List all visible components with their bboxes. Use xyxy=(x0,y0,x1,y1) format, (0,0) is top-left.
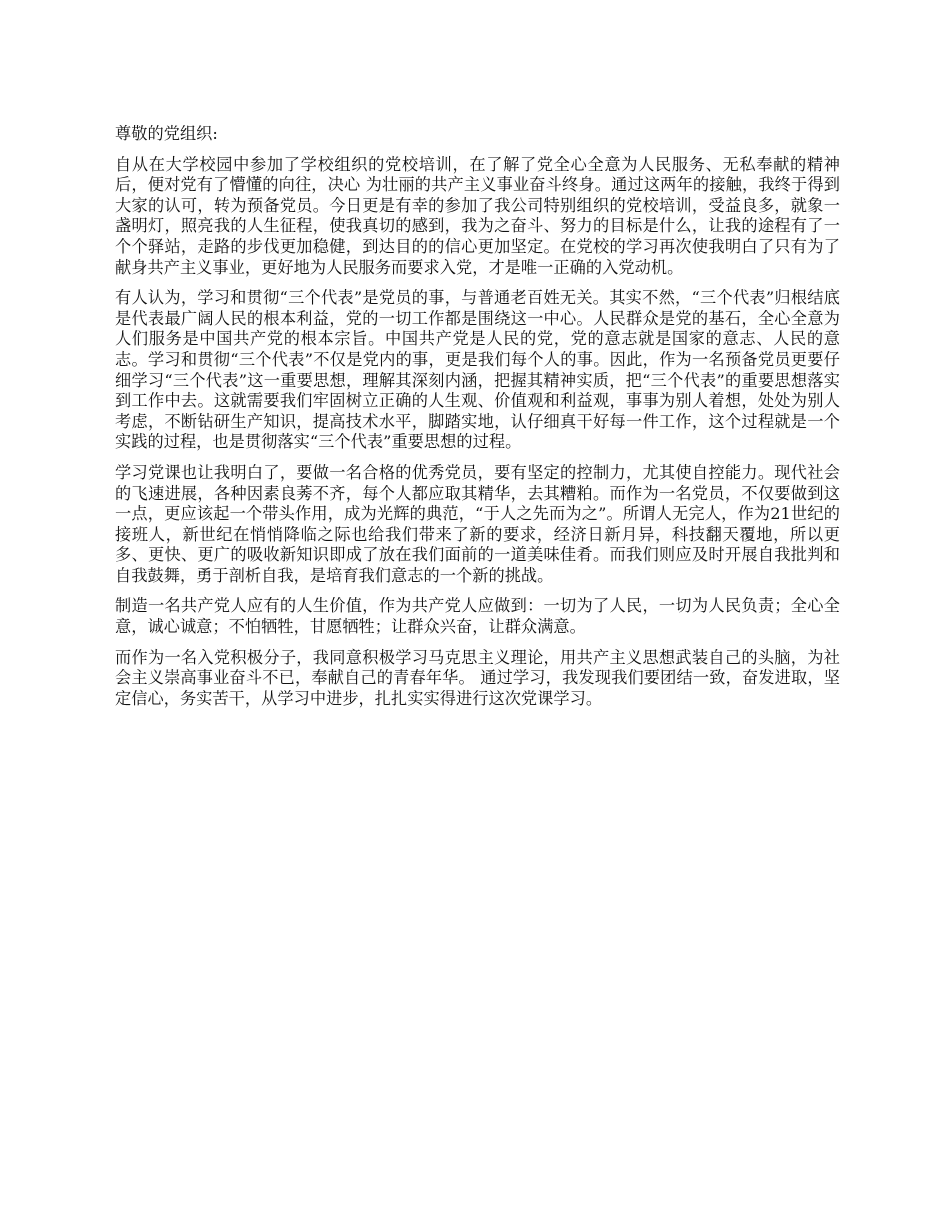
salutation: 尊敬的党组织: xyxy=(115,124,218,143)
paragraph-1: 自从在大学校园中参加了学校组织的党校培训，在了解了党全心全意为人民服务、无私奉献的精神后，便对党有了懵懂的向往，决心 为壮丽的共产主义事业奋斗终身。通过这两年的接触，我终于得到大家的认可，转为预备党员。今日更是有幸的参加了我公司特别组织的党校培训，受益良多，就象一盏明灯，照亮我的人生征程，使我真切的感到，我为之奋斗、努力的目标是什么，让我的途程有了一个个驿站，走路的步伐更加稳健，到达目的的信心更加坚定。在党校的学习再次使我明白了只有为了献身共产主义事业，更好地为人民服务而要求入党，才是唯一正确的入党动机。 xyxy=(115,154,840,277)
paragraph-3: 学习党课也让我明白了，要做一名合格的优秀党员，要有坚定的控制力，尤其使自控能力。现代社会的飞速进展，各种因素良莠不齐，每个人都应取其精华，去其糟粕。而作为一名党员，不仅要做到这一点，更应该起一个带头作用，成为光辉的典范，“于人之先而为之”。所谓人无完人，作为21世纪的接班人，新世纪在悄悄降临之际也给我们带来了新的要求，经济日新月异，科技翻天覆地，所以更多、更快、更广的吸收新知识即成了放在我们面前的一道美味佳肴。而我们则应及时开展自我批判和自我鼓舞，勇于剖析自我，是培育我们意志的一个新的挑战。 xyxy=(115,462,840,585)
paragraph-5: 而作为一名入党积极分子，我同意积极学习马克思主义理论，用共产主义思想武装自己的头脑，为社会主义崇高事业奋斗不已，奉献自己的青春年华。 通过学习，我发现我们要团结一致，奋发进取，坚定信心，务实苦干，从学习中进步，扎扎实实得进行这次党课学习。 xyxy=(115,647,840,708)
paragraph-2: 有人认为，学习和贯彻“三个代表”是党员的事，与普通老百姓无关。其实不然，“三个代表”归根结底是代表最广阔人民的根本利益，党的一切工作都是围绕这一中心。人民群众是党的基石，全心全意为人们服务是中国共产党的根本宗旨。中国共产党是人民的党，党的意志就是国家的意志、人民的意志。学习和贯彻“三个代表”不仅是党内的事，更是我们每个人的事。因此，作为一名预备党员更要仔细学习“三个代表”这一重要思想，理解其深刻内涵，把握其精神实质，把“三个代表”的重要思想落实到工作中去。这就需要我们牢固树立正确的人生观、价值观和利益观，事事为别人着想，处处为别人考虑，不断钻研生产知识，提高技术水平，脚踏实地，认仔细真干好每一件工作，这个过程就是一个实践的过程，也是贯彻落实“三个代表”重要思想的过程。 xyxy=(115,288,840,452)
paragraph-4: 制造一名共产党人应有的人生价值，作为共产党人应做到：一切为了人民，一切为人民负责；全心全意，诚心诚意；不怕牺牲，甘愿牺牲；让群众兴奋，让群众满意。 xyxy=(115,596,840,637)
document-body xyxy=(115,124,840,719)
